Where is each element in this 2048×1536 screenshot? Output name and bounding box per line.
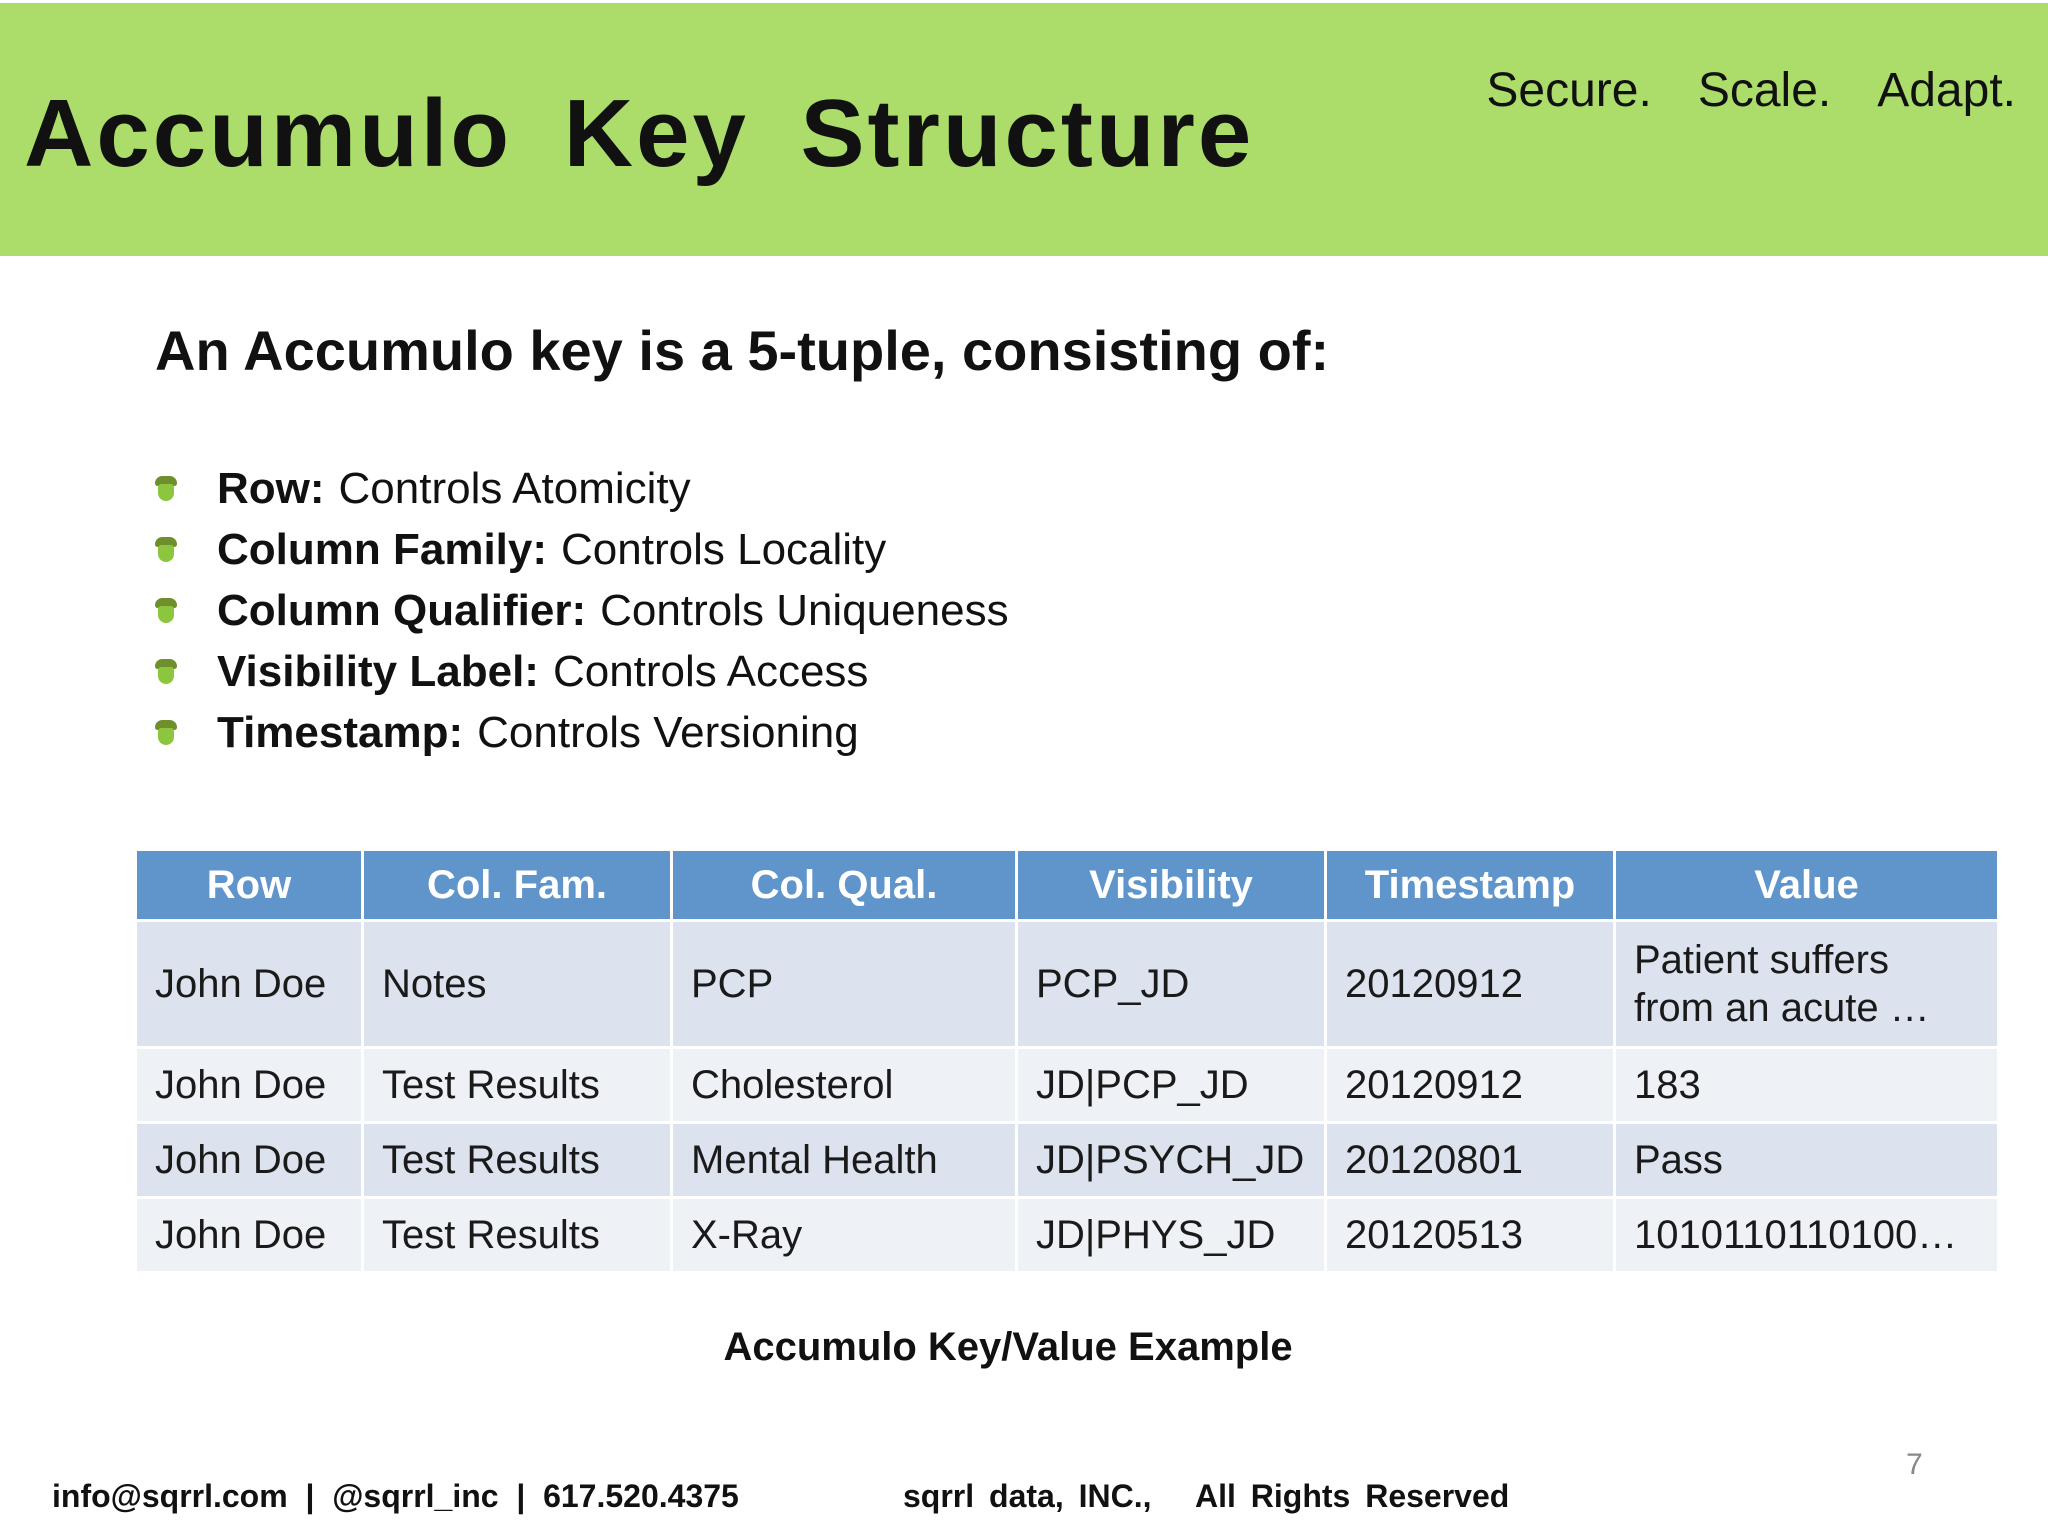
column-header-col-qual: Col. Qual. [673, 851, 1015, 919]
cell-visibility: JD|PSYCH_JD [1018, 1124, 1324, 1196]
cell-visibility: PCP_JD [1018, 922, 1324, 1046]
bullet-term: Timestamp: [217, 708, 464, 757]
column-header-col-fam: Col. Fam. [364, 851, 670, 919]
table-row [137, 1199, 1997, 1271]
cell-row: John Doe [137, 1049, 361, 1121]
cell-row: John Doe [137, 1124, 361, 1196]
cell-col-qual: Cholesterol [673, 1049, 1015, 1121]
tagline-adapt: Adapt. [1877, 64, 2016, 117]
cell-row: John Doe [137, 1199, 361, 1271]
tagline-scale: Scale. [1697, 64, 1832, 117]
bullet-desc: Controls Versioning [477, 708, 859, 757]
cell-value: 183 [1616, 1049, 1997, 1121]
cell-timestamp: 20120912 [1327, 922, 1613, 1046]
bullet-desc: Controls Access [552, 647, 869, 696]
bullet-term: Visibility Label: [217, 647, 539, 696]
cell-col-qual: PCP [673, 922, 1015, 1046]
cell-col-fam: Test Results [364, 1049, 670, 1121]
bullet-item-timestamp [155, 702, 1009, 763]
table-caption: Accumulo Key/Value Example [723, 1325, 1293, 1369]
tagline-secure: Secure. [1486, 64, 1652, 117]
table-row [137, 922, 1997, 1046]
cell-col-qual: Mental Health [673, 1124, 1015, 1196]
bullet-list [155, 458, 1009, 763]
bullet-term: Column Family: [217, 525, 548, 574]
cell-timestamp: 20120801 [1327, 1124, 1613, 1196]
bullet-desc: Controls Atomicity [338, 464, 691, 513]
cell-value: Patient suffers from an acute … [1616, 922, 1997, 1046]
acorn-icon [155, 537, 177, 563]
cell-timestamp: 20120912 [1327, 1049, 1613, 1121]
slide-title: Accumulo Key Structure [24, 80, 1255, 187]
cell-value: 1010110110100… [1616, 1199, 1997, 1271]
cell-row: John Doe [137, 922, 361, 1046]
cell-col-fam: Notes [364, 922, 670, 1046]
table-row [137, 1124, 1997, 1196]
cell-col-fam: Test Results [364, 1124, 670, 1196]
bullet-item-visibility-label [155, 641, 1009, 702]
cell-visibility: JD|PCP_JD [1018, 1049, 1324, 1121]
bullet-item-column-family [155, 519, 1009, 580]
acorn-icon [155, 720, 177, 746]
footer-rights: sqrrl data, INC., All Rights Reserved [903, 1478, 1510, 1514]
column-header-row: Row [137, 851, 361, 919]
tagline [1486, 63, 2016, 118]
bullet-item-column-qualifier [155, 580, 1009, 641]
bullet-term: Column Qualifier: [217, 586, 587, 635]
bullet-term: Row: [217, 464, 325, 513]
intro-heading: An Accumulo key is a 5-tuple, consisting of: [155, 319, 1330, 382]
table-header-row [137, 851, 1997, 919]
page-number: 7 [1906, 1448, 1923, 1481]
footer-contact: info@sqrrl.com | @sqrrl_inc | 617.520.4375 [52, 1478, 739, 1514]
header-band [0, 0, 2048, 256]
cell-timestamp: 20120513 [1327, 1199, 1613, 1271]
column-header-value: Value [1616, 851, 1997, 919]
acorn-icon [155, 476, 177, 502]
acorn-icon [155, 659, 177, 685]
acorn-icon [155, 598, 177, 624]
bullet-desc: Controls Uniqueness [600, 586, 1009, 635]
key-value-table [134, 848, 2000, 1274]
cell-visibility: JD|PHYS_JD [1018, 1199, 1324, 1271]
column-header-visibility: Visibility [1018, 851, 1324, 919]
cell-value: Pass [1616, 1124, 1997, 1196]
column-header-timestamp: Timestamp [1327, 851, 1613, 919]
cell-col-qual: X-Ray [673, 1199, 1015, 1271]
bullet-desc: Controls Locality [561, 525, 887, 574]
bullet-item-row [155, 458, 1009, 519]
table-row [137, 1049, 1997, 1121]
cell-col-fam: Test Results [364, 1199, 670, 1271]
